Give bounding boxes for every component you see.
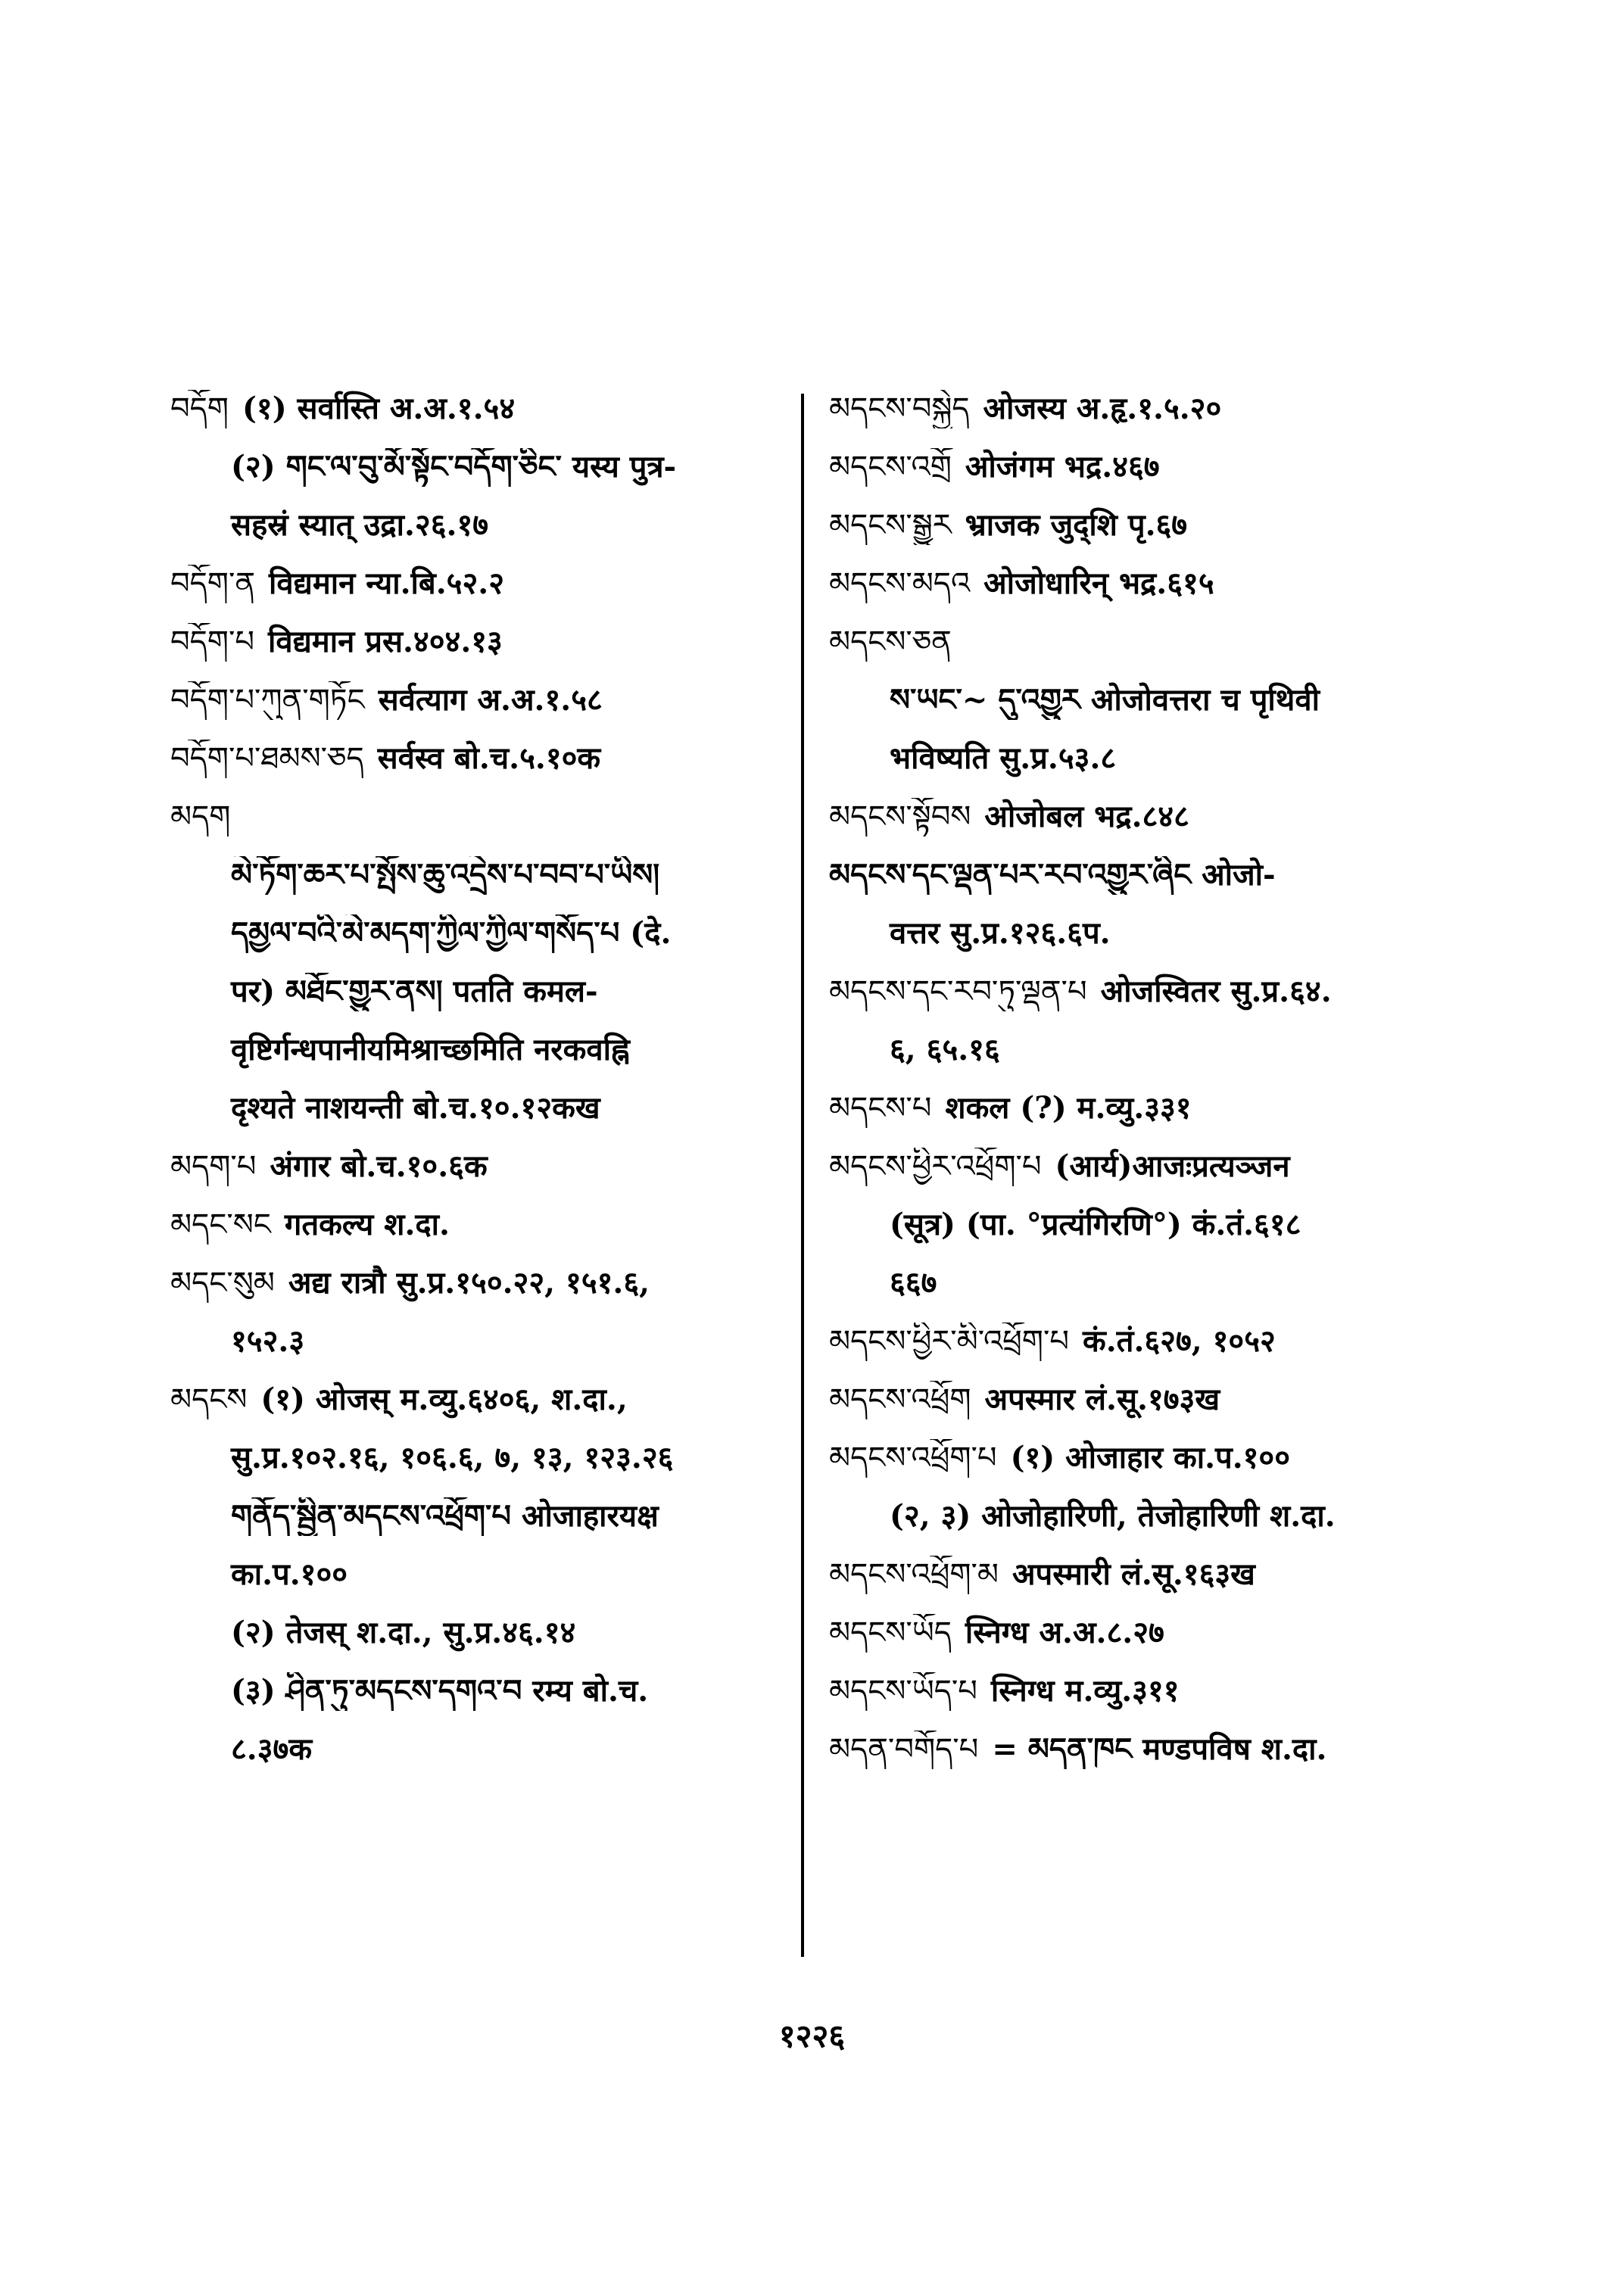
entry-line — [829, 914, 1457, 953]
entry-text: पर) མཐོང་གྱུར་ནས། पतति कमल- — [231, 974, 598, 1009]
entry-text: सु.प्र.१०२.१६, १०६.६, ७, १३, १२३.२६ — [231, 1440, 674, 1475]
entry-text: अंगार बो.च.१०.६क — [270, 1148, 488, 1184]
entry-text: ६, ६५.१६ — [890, 1032, 1000, 1067]
entry-text: अपस्मार लं.सू.१७३ख — [984, 1382, 1220, 1417]
entry-line — [829, 448, 1457, 487]
headword: མདངས་ཕྱིར་འཕྲོག་པ — [829, 1149, 1042, 1184]
entry-text: དམྱལ་བའི་མེ་མདག་ཀྱིལ་ཀྱིལ་གསོད་པ (दे. — [231, 915, 672, 951]
entry-text: མདངས་དང་ལྡན་པར་རབ་འགྱུར་ཞིང ओजो- — [829, 857, 1276, 893]
entry-line — [829, 1031, 1457, 1070]
headword: མདང་སང — [170, 1207, 271, 1242]
headword: བདོག་ན — [170, 566, 256, 601]
headword: མདངས་འཕྲོག — [829, 1382, 971, 1417]
headword: མདངས་ཅན — [829, 625, 952, 659]
entry-line — [829, 1731, 1457, 1769]
headword: མདངས — [170, 1382, 248, 1417]
entry-line — [170, 1323, 799, 1361]
entry-text: (सूत्र) (पा. °प्रत्यंगिरणि°) कं.तं.६१८ — [890, 1207, 1301, 1242]
headword: མདངས་འཕྲོག་པ — [829, 1441, 997, 1475]
entry-text: स्निग्ध म.व्यु.३११ — [990, 1673, 1180, 1709]
entry-line — [829, 390, 1457, 428]
entry-line — [170, 973, 799, 1011]
entry-line — [829, 681, 1457, 720]
entry-line — [170, 740, 799, 778]
entry-text: (१) सर्वास्ति अ.अ.१.५४ — [242, 391, 516, 426]
entry-text: ओजस्य अ.हृ.१.५.२० — [983, 391, 1222, 426]
headword: མདངས་ཕྱིར་མི་འཕྲོག་པ — [829, 1324, 1069, 1359]
entry-line — [829, 623, 1457, 662]
entry-text: कं.तं.६२७, १०५२ — [1083, 1323, 1276, 1359]
entry-line — [170, 1089, 799, 1128]
entry-line — [170, 1206, 799, 1245]
entry-line — [829, 506, 1457, 545]
entry-line — [829, 1206, 1457, 1245]
entry-line — [829, 1264, 1457, 1303]
entry-text: ओजंगम भद्र.४६७ — [965, 449, 1160, 484]
entry-text: का.प.१०० — [231, 1556, 348, 1592]
entry-text: वत्तर सु.प्र.१२६.६प. — [890, 915, 1111, 951]
entry-text: (२) གང་ལ་བུ་མོ་སྟོང་བདོག་ཅིང་ यस्य पुत्र- — [231, 449, 677, 484]
entry-text: स्निग्ध अ.अ.८.२७ — [965, 1615, 1164, 1650]
entry-line — [829, 973, 1457, 1011]
entry-text: (१) ओजस् म.व्यु.६४०६, श.दा., — [260, 1382, 628, 1417]
entry-text: ओजस्वितर सु.प्र.६४. — [1100, 974, 1332, 1009]
left-column — [170, 390, 799, 1789]
entry-line — [170, 1731, 799, 1769]
headword: མདག་པ — [170, 1149, 257, 1184]
entry-line — [170, 390, 799, 428]
entry-text: सर्वस्व बो.च.५.१०क — [377, 740, 601, 776]
headword: མདངས་སྒྱུར — [829, 508, 952, 543]
headword: མདངས་ཡོད — [829, 1615, 952, 1650]
entry-text: सर्वत्याग अ.अ.१.५८ — [378, 682, 603, 718]
entry-text: विद्यमान न्या.बि.५२.२ — [269, 565, 504, 601]
page-number: १२२६ — [778, 2017, 846, 2055]
entry-text: गतकल्य श.दा. — [284, 1207, 450, 1242]
entry-text: མེ་ཏོག་ཆར་པ་སྤོས་ཆུ་འདྲེས་པ་བབ་པ་ཡིས། — [231, 857, 660, 893]
entry-text: विद्यमान प्रस.४०४.१३ — [268, 624, 503, 659]
entry-text: (२, ३) ओजोहारिणी, तेजोहारिणी श.दा. — [890, 1498, 1336, 1534]
entry-line — [829, 1089, 1457, 1128]
entry-line — [829, 1148, 1457, 1186]
entry-line — [170, 1381, 799, 1419]
entry-text: १५२.३ — [231, 1323, 305, 1359]
headword: མདང་སུམ — [170, 1266, 275, 1301]
entry-line — [829, 565, 1457, 603]
entry-line — [829, 1556, 1457, 1594]
column-divider — [801, 394, 804, 1957]
entry-line — [829, 856, 1457, 895]
entry-line — [829, 798, 1457, 837]
headword: མདག — [170, 799, 231, 834]
entry-line — [829, 1672, 1457, 1711]
headword: བདོག — [170, 391, 229, 426]
entry-line — [829, 1323, 1457, 1361]
entry-text: ओजोबल भद्र.८४८ — [984, 799, 1189, 834]
entry-line — [829, 1497, 1457, 1536]
entry-line — [170, 1031, 799, 1070]
entry-line — [829, 1381, 1457, 1419]
entry-line — [170, 1148, 799, 1186]
entry-line — [170, 1497, 799, 1536]
headword: མདངས་བསྐྱེད — [829, 391, 970, 426]
entry-line — [170, 914, 799, 953]
headword: མདངས་འཕྲོག་མ — [829, 1557, 999, 1592]
headword: མདངས་སྟོབས — [829, 799, 971, 834]
entry-line — [829, 740, 1457, 778]
entry-line — [170, 623, 799, 662]
headword: མདན་བགོད་པ — [829, 1732, 979, 1767]
entry-text: दृश्यते नाशयन्ती बो.च.१०.१२कख — [231, 1090, 600, 1126]
entry-line — [829, 1614, 1457, 1653]
headword: མདངས་པ — [829, 1091, 932, 1126]
entry-text: (२) तेजस् श.दा., सु.प्र.४६.१४ — [231, 1615, 576, 1650]
headword: བདོག་པ་ཀུན་གཏོང — [170, 683, 365, 718]
headword: མདངས་འགྲོ — [829, 450, 952, 484]
entry-line — [170, 798, 799, 837]
entry-text: ८.३७क — [231, 1731, 313, 1767]
entry-text: शकल (?) म.व्यु.३३१ — [945, 1090, 1192, 1126]
entry-line — [170, 681, 799, 720]
headword: མདངས་མདའ — [829, 566, 971, 601]
entry-text: ओजोधारिन् भद्र.६१५ — [983, 565, 1214, 601]
entry-line — [829, 1439, 1457, 1478]
entry-text: ६६७ — [890, 1265, 937, 1301]
entry-text: अद्य रात्रौ सु.प्र.१५०.२२, १५१.६, — [288, 1265, 650, 1301]
entry-text: अपस्मारी लं.सू.१६३ख — [1012, 1556, 1255, 1592]
entry-text: (आर्य)आजःप्रत्यञ्जन — [1055, 1148, 1290, 1184]
entry-line — [170, 1672, 799, 1711]
entry-line — [170, 1556, 799, 1594]
right-column — [829, 390, 1457, 1789]
entry-line — [170, 448, 799, 487]
entry-text: सहस्रं स्यात् उद्रा.२६.१७ — [231, 507, 489, 543]
entry-text: वृष्टिर्गन्धपानीयमिश्राच्छमिति नरकवह्नि — [231, 1032, 630, 1067]
entry-text: (३) ཤིན་ཏུ་མདངས་དགའ་བ रम्य बो.च. — [231, 1673, 649, 1709]
headword: མདངས་དང་རབ་ཏུ་ལྡན་པ — [829, 974, 1087, 1009]
headword: བདོག་པ — [170, 625, 254, 659]
entry-line — [170, 1439, 799, 1478]
entry-text: भविष्यति सु.प्र.५३.८ — [890, 740, 1117, 776]
entry-text: གནོད་སྦྱིན་མདངས་འཕྲོག་པ ओजाहारयक्ष — [231, 1498, 659, 1534]
entry-text: = མདན་ཁང मण्डपविष श.दा. — [992, 1731, 1327, 1767]
headword: བདོག་པ་ཐམས་ཅད — [170, 741, 364, 776]
entry-text: भ्राजक जुद्शि पृ.६७ — [965, 507, 1188, 543]
entry-line — [170, 565, 799, 603]
entry-text: ས་ཡང་~ དུ་འགྱུར ओजोवत्तरा च पृथिवी — [890, 682, 1320, 718]
entry-line — [170, 1264, 799, 1303]
entry-line — [170, 506, 799, 545]
entry-text: (१) ओजाहार का.प.१०० — [1010, 1440, 1291, 1475]
entry-line — [170, 1614, 799, 1653]
headword: མདངས་ཡོད་པ — [829, 1674, 977, 1709]
entry-line — [170, 856, 799, 895]
